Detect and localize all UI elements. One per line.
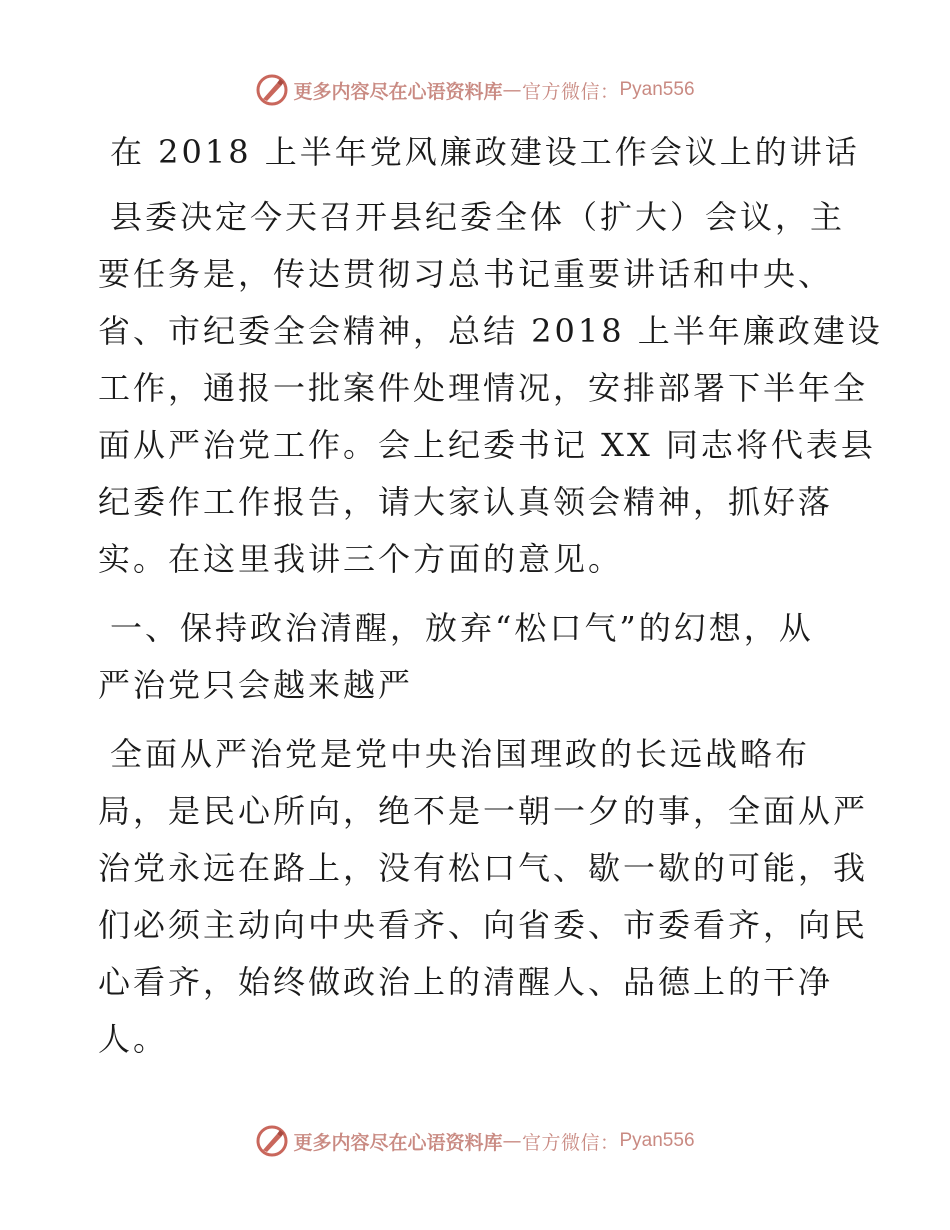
watermark-wechat-id: Pyan556 — [619, 79, 695, 100]
text-line: 工作，通报一批案件处理情况，安排部署下半年全 — [98, 369, 869, 407]
watermark-main-text: 更多内容尽在心语资料库 — [293, 80, 503, 103]
text-line: 局，是民心所向，绝不是一朝一夕的事，全面从严 — [98, 792, 869, 830]
heading-line: 严治党只会越来越严 — [98, 666, 414, 704]
document-title: 在 2018 上半年党风廉政建设工作会议上的讲话 — [110, 133, 860, 171]
section-heading-1 — [98, 600, 858, 714]
text-line: 纪委作工作报告，请大家认真领会精神，抓好落 — [98, 483, 834, 521]
watermark-wechat-id: Pyan556 — [619, 1130, 695, 1151]
watermark-separator: — — [502, 1130, 522, 1152]
text-line: 心看齐，始终做政治上的清醒人、品德上的干净 — [98, 963, 834, 1001]
watermark-separator: — — [502, 79, 522, 101]
watermark-main-text: 更多内容尽在心语资料库 — [293, 1131, 503, 1154]
text-line: 们必须主动向中央看齐、向省委、市委看齐，向民 — [98, 906, 869, 944]
paragraph-1 — [98, 189, 883, 588]
text-line: 治党永远在路上，没有松口气、歇一歇的可能，我 — [98, 849, 869, 887]
watermark-sub-text: 官方微信： — [521, 80, 620, 103]
footer-watermark — [0, 1121, 950, 1161]
pen-logo-icon — [255, 73, 289, 107]
text-line: 要任务是，传达贯彻习总书记重要讲话和中央、 — [98, 255, 834, 293]
text-line: 人。 — [98, 1020, 169, 1058]
text-line: 实。在这里我讲三个方面的意见。 — [98, 540, 624, 578]
paragraph-2 — [98, 726, 869, 1068]
watermark-sub-text: 官方微信： — [521, 1131, 620, 1154]
text-line: 全面从严治党是党中央治国理政的长远战略布 — [110, 735, 811, 773]
text-line: 县委决定今天召开县纪委全体（扩大）会议，主 — [110, 198, 846, 236]
pen-logo-icon — [255, 1124, 289, 1158]
document-body — [98, 118, 883, 1080]
header-watermark — [0, 70, 950, 110]
text-line: 面从严治党工作。会上纪委书记 XX 同志将代表县 — [98, 426, 876, 464]
heading-line: 一、保持政治清醒，放弃“松口气”的幻想，从 — [110, 609, 814, 647]
text-line: 省、市纪委全会精神，总结 2018 上半年廉政建设 — [98, 312, 883, 350]
